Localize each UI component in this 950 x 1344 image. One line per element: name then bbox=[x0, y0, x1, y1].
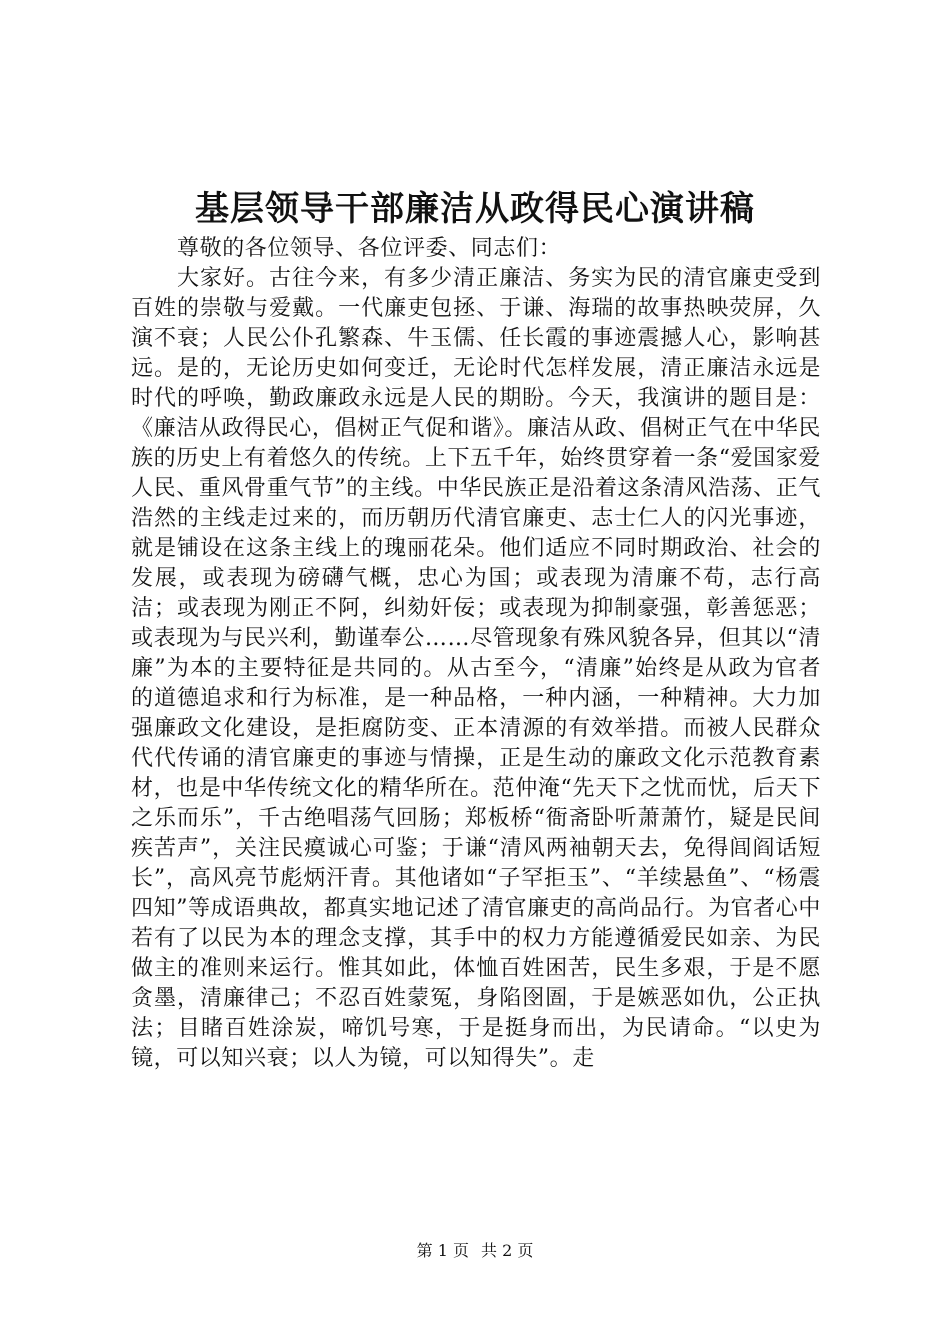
page-number: 第 1 页 bbox=[416, 1241, 469, 1260]
page-total: 共 2 页 bbox=[481, 1241, 534, 1260]
body-paragraph: 大家好。古往今来，有多少清正廉洁、务实为民的清官廉吏受到百姓的崇敬与爱戴。一代廉吏包拯、于谦、海瑞的故事热映荧屏，久演不衰；人民公仆孔繁森、牛玉儒、任长霞的事迹震撼人心，影响甚远。是的，无论历史如何变迁，无论时代怎样发展，清正廉洁永远是时代的呼唤，勤政廉政永远是人民的期盼。今天，我演讲的题目是：《廉洁从政得民心，倡树正气促和谐》。廉洁从政、倡树正气在中华民族的历史上有着悠久的传统。上下五千年，始终贯穿着一条“爱国家爱人民、重风骨重气节”的主线。中华民族正是沿着这条清风浩荡、正气浩然的主线走过来的，而历朝历代清官廉吏、志士仁人的闪光事迹，就是铺设在这条主线上的瑰丽花朵。他们适应不同时期政治、社会的发展，或表现为磅礴气概，忠心为国；或表现为清廉不苟，志行高洁；或表现为刚正不阿，纠劾奸佞；或表现为抑制豪强，彰善惩恶；或表现为与民兴利，勤谨奉公……尽管现象有殊风貌各异，但其以“清廉”为本的主要特征是共同的。从古至今，“清廉”始终是从政为官者的道德追求和行为标准，是一种品格，一种内涵，一种精神。大力加强廉政文化建设，是拒腐防变、正本清源的有效举措。而被人民群众代代传诵的清官廉吏的事迹与情操，正是生动的廉政文化示范教育素材，也是中华传统文化的精华所在。范仲淹“先天下之忧而忧，后天下之乐而乐”，千古绝唱荡气回肠；郑板桥“衙斋卧听萧萧竹，疑是民间疾苦声”，关注民瘼诚心可鉴；于谦“清风两袖朝天去，免得闾阎话短长”，高风亮节彪炳汗青。其他诸如“子罕拒玉”、“羊续悬鱼”、“杨震四知”等成语典故，都真实地记述了清官廉吏的高尚品行。为官者心中若有了以民为本的理念支撑，其手中的权力方能遵循爱民如亲、为民做主的准则来运行。惟其如此，体恤百姓困苦，民生多艰，于是不愿贪墨，清廉律己；不忍百姓蒙冤，身陷囹圄，于是嫉恶如仇，公正执法；目睹百姓涂炭，啼饥号寒，于是挺身而出，为民请命。“以史为镜，可以知兴衰；以人为镜，可以知得失”。走 bbox=[131, 266, 821, 1071]
document-title: 基层领导干部廉洁从政得民心演讲稿 bbox=[195, 189, 755, 229]
salutation-paragraph: 尊敬的各位领导、各位评委、同志们： bbox=[177, 236, 562, 261]
document-body bbox=[131, 234, 821, 1074]
page-footer bbox=[0, 1240, 950, 1262]
